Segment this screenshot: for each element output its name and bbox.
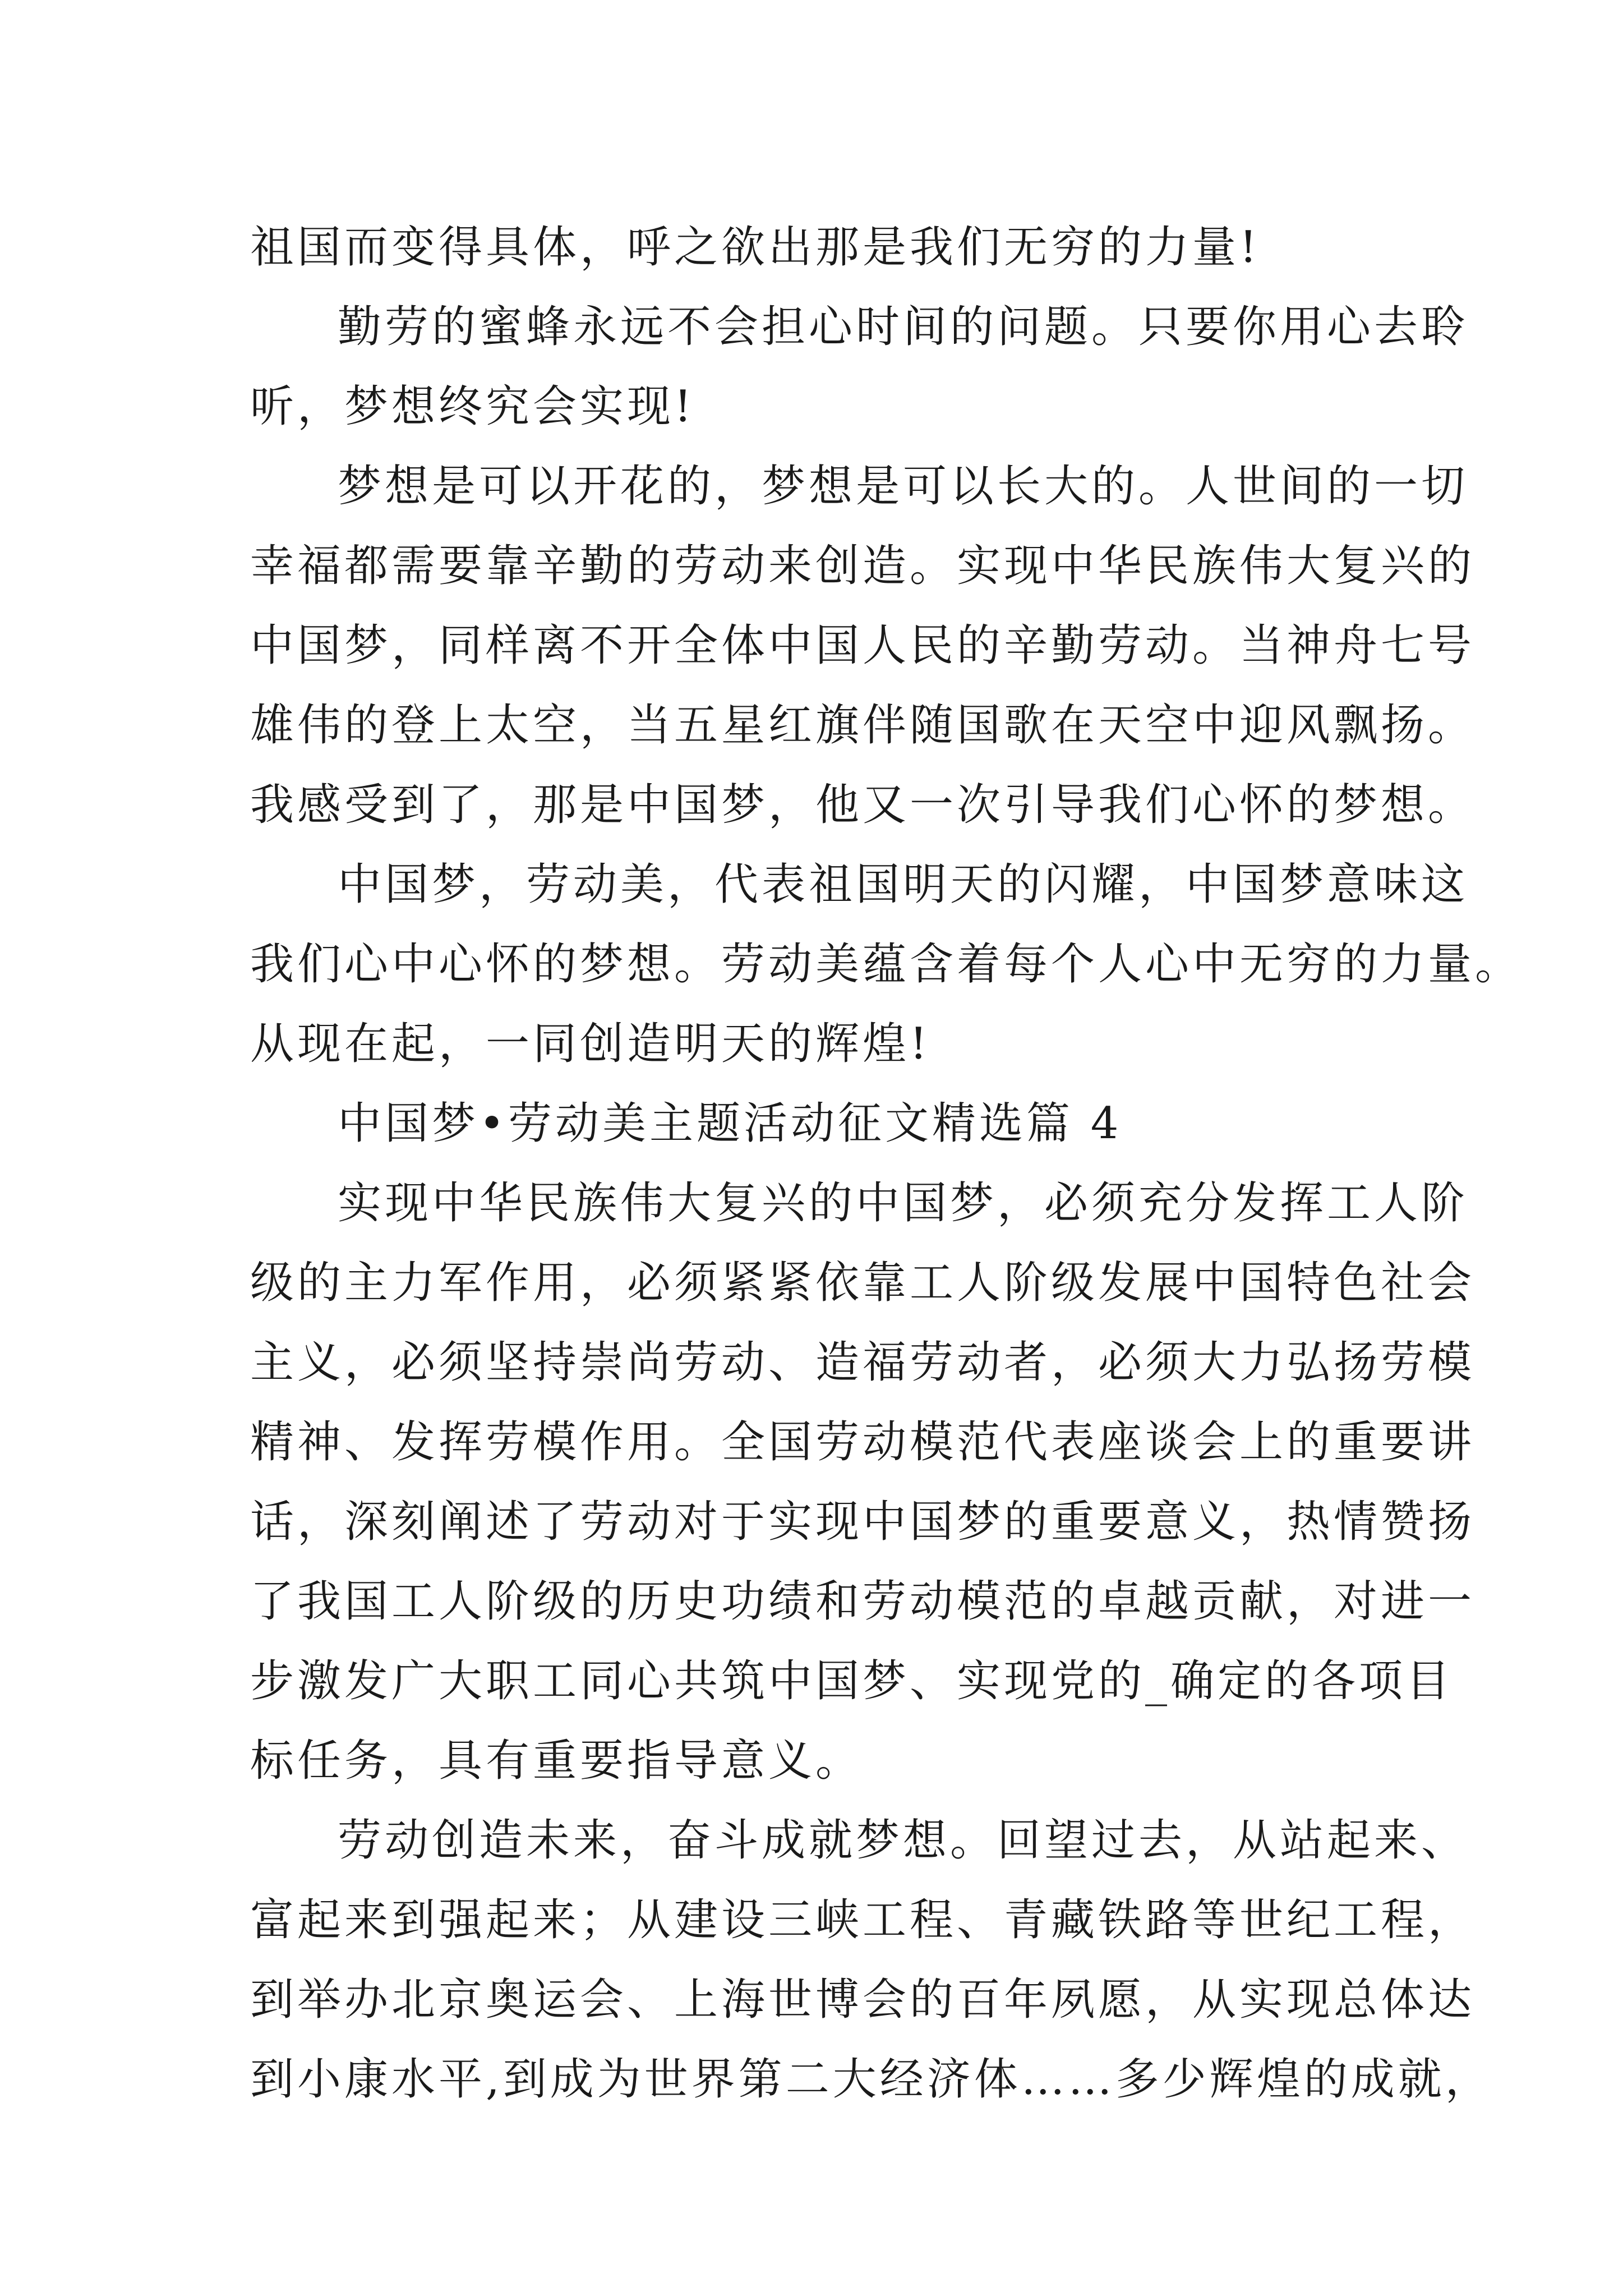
text-line: 我感受到了，那是中国梦，他又一次引导我们心怀的梦想。 [250, 780, 1476, 830]
text-line: 富起来到强起来；从建设三峡工程、青藏铁路等世纪工程， [250, 1895, 1476, 1945]
text-line: 到举办北京奥运会、上海世博会的百年夙愿，从实现总体达 [250, 1975, 1476, 2025]
text-line: 话，深刻阐述了劳动对于实现中国梦的重要意义，热情赞扬 [250, 1497, 1476, 1547]
text-line: 幸福都需要靠辛勤的劳动来创造。实现中华民族伟大复兴的 [250, 541, 1476, 591]
text-line: 中国梦，同样离不开全体中国人民的辛勤劳动。当神舟七号 [250, 620, 1476, 671]
text-line: 标任务，具有重要指导意义。 [250, 1736, 863, 1786]
text-line: 劳动创造未来，奋斗成就梦想。回望过去，从站起来、 [338, 1815, 1469, 1866]
text-line: 级的主力军作用，必须紧紧依靠工人阶级发展中国特色社会 [250, 1258, 1476, 1308]
text-line: 实现中华民族伟大复兴的中国梦，必须充分发挥工人阶 [338, 1178, 1469, 1228]
text-line: 听，梦想终究会实现! [250, 381, 695, 432]
text-line: 梦想是可以开花的，梦想是可以长大的。人世间的一切 [338, 461, 1469, 512]
text-line: 我们心中心怀的梦想。劳动美蕴含着每个人心中无穷的力量。 [250, 939, 1523, 990]
text-line: 了我国工人阶级的历史功绩和劳动模范的卓越贡献，对进一 [250, 1576, 1476, 1627]
text-line: 雄伟的登上太空，当五星红旗伴随国歌在天空中迎风飘扬。 [250, 700, 1476, 751]
text-line: 中国梦，劳动美，代表祖国明天的闪耀，中国梦意味这 [338, 859, 1469, 910]
text-line: 勤劳的蜜蜂永远不会担心时间的问题。只要你用心去聆 [338, 302, 1469, 352]
text-line: 步激发广大职工同心共筑中国梦、实现党的_确定的各项目 [250, 1656, 1454, 1706]
text-line: 到小康水平,到成为世界第二大经济体……多少辉煌的成就， [250, 2054, 1492, 2105]
document-body [250, 208, 1523, 2119]
section-heading: 中国梦•劳动美主题活动征文精选篇 4 [338, 1098, 1122, 1149]
text-line: 主义，必须坚持崇尚劳动、造福劳动者，必须大力弘扬劳模 [250, 1337, 1476, 1388]
text-line: 精神、发挥劳模作用。全国劳动模范代表座谈会上的重要讲 [250, 1417, 1476, 1467]
text-line: 祖国而变得具体，呼之欲出那是我们无穷的力量! [250, 222, 1261, 273]
text-line: 从现在起，一同创造明天的辉煌! [250, 1019, 931, 1069]
